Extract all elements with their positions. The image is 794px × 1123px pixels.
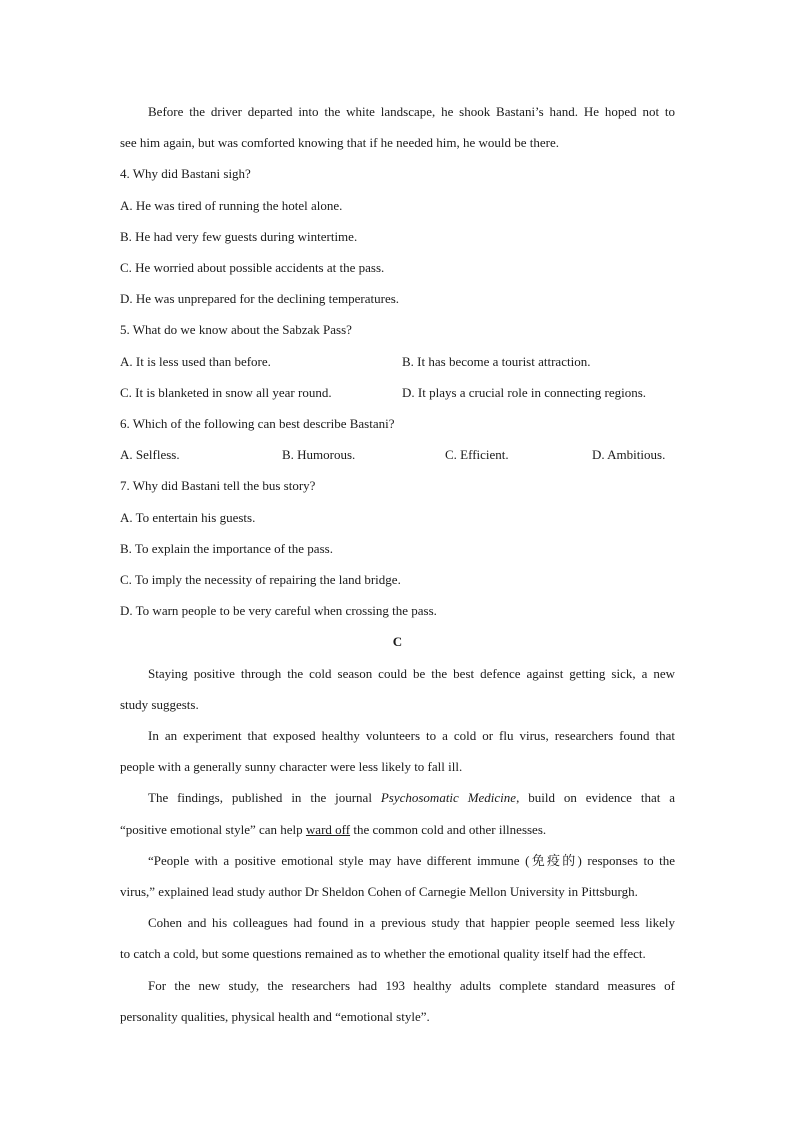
question-stem: 5. What do we know about the Sabzak Pass? bbox=[120, 322, 352, 338]
exam-page bbox=[120, 96, 675, 1032]
section-heading: C bbox=[392, 634, 403, 650]
option-b: B. To explain the importance of the pass. bbox=[120, 540, 333, 556]
option-b: B. Humorous. bbox=[282, 447, 356, 463]
question-stem: 7. Why did Bastani tell the bus story? bbox=[120, 478, 316, 494]
option-b: B. It has become a tourist attraction. bbox=[402, 353, 591, 369]
paragraph-line: people with a generally sunny character were less likely to fall ill. bbox=[120, 759, 463, 775]
option-a: A. It is less used than before. bbox=[120, 353, 271, 369]
passage-b-closing-paragraph bbox=[120, 96, 675, 158]
paragraph-line: to catch a cold, but some questions remained as to whether the emotional quality itself had the effect. bbox=[120, 946, 646, 962]
paragraph-line bbox=[120, 814, 675, 845]
options-row bbox=[120, 439, 675, 470]
option-d: D. It plays a crucial role in connecting regions. bbox=[402, 384, 647, 400]
options-row-ab bbox=[120, 346, 675, 377]
option-c: C. It is blanketed in snow all year round. bbox=[120, 384, 332, 400]
options-row-cd bbox=[120, 377, 675, 408]
paragraph-line bbox=[120, 782, 675, 813]
text-run: “positive emotional style” can help bbox=[120, 821, 306, 837]
option-a: A. To entertain his guests. bbox=[120, 509, 256, 525]
option-a: A. Selfless. bbox=[120, 447, 180, 463]
passage-c bbox=[120, 658, 675, 1032]
option-c: C. He worried about possible accidents at the pass. bbox=[120, 260, 385, 276]
option-c: C. Efficient. bbox=[445, 447, 509, 463]
option-d: D. Ambitious. bbox=[592, 447, 666, 463]
option-c: C. To imply the necessity of repairing the land bridge. bbox=[120, 572, 401, 587]
option-a: A. He was tired of running the hotel alone. bbox=[120, 197, 343, 213]
text-run: the common cold and other illnesses. bbox=[350, 821, 547, 837]
paragraph-line: In an experiment that exposed healthy volunteers to a cold or flu virus, researchers found that bbox=[148, 728, 675, 744]
question-5 bbox=[120, 314, 675, 408]
underlined-phrase: ward off bbox=[305, 821, 351, 837]
question-4 bbox=[120, 158, 675, 314]
paragraph-line: For the new study, the researchers had 193 healthy adults complete standard measures of bbox=[148, 977, 675, 993]
paragraph-line: see him again, but was comforted knowing that if he needed him, he would be there. bbox=[120, 135, 559, 151]
option-d: D. He was unprepared for the declining temperatures. bbox=[120, 291, 400, 307]
paragraph-line: virus,” explained lead study author Dr Sheldon Cohen of Carnegie Mellon University in Pittsburgh. bbox=[120, 884, 638, 900]
journal-title: Psychosomatic Medicine bbox=[380, 790, 517, 806]
question-7 bbox=[120, 470, 675, 626]
option-b: B. He had very few guests during wintertime. bbox=[120, 228, 358, 244]
question-stem: 6. Which of the following can best describe Bastani? bbox=[120, 416, 395, 431]
text-run: The findings, published in the journal bbox=[148, 790, 381, 806]
question-stem: 4. Why did Bastani sigh? bbox=[120, 166, 251, 182]
paragraph-line: Cohen and his colleagues had found in a previous study that happier people seemed less likely bbox=[148, 915, 675, 931]
paragraph-line: Staying positive through the cold season could be the best defence against getting sick, a new bbox=[148, 665, 675, 681]
paragraph-line: Before the driver departed into the white landscape, he shook Bastani’s hand. He hoped not to bbox=[148, 104, 675, 119]
option-d: D. To warn people to be very careful when crossing the pass. bbox=[120, 603, 437, 619]
paragraph-line: “People with a positive emotional style may have different immune (免疫的) responses to the bbox=[148, 852, 675, 868]
question-6 bbox=[120, 408, 675, 470]
paragraph-line: study suggests. bbox=[120, 696, 199, 712]
paragraph-line: personality qualities, physical health and “emotional style”. bbox=[120, 1008, 430, 1024]
text-run: , build on evidence that a bbox=[516, 790, 675, 806]
